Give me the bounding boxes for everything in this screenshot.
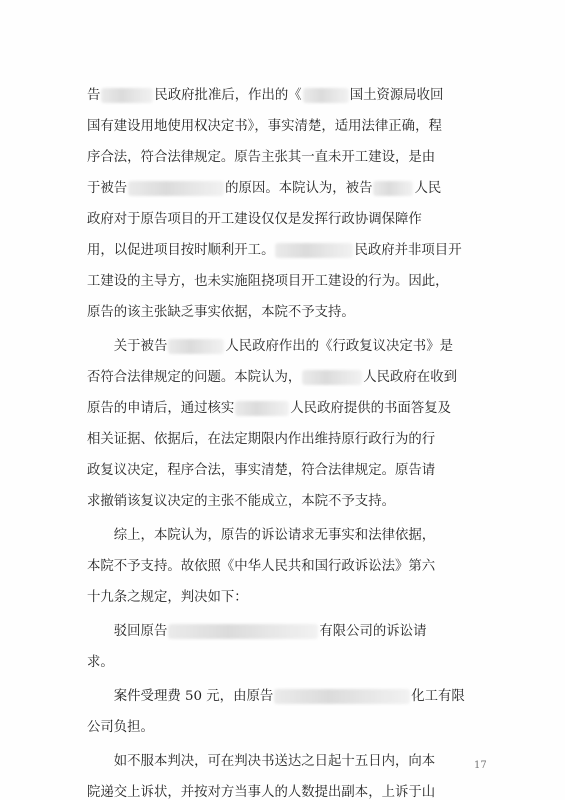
text-segment: 工建设的主导方，也未实施阻挠项目开工建设的行为。因此， xyxy=(87,274,449,289)
text-segment: 如不服本判决，可在判决书送达之日起十五日内，向本 xyxy=(87,754,436,769)
text-segment: 人民 xyxy=(414,181,442,196)
text-line xyxy=(87,270,449,294)
text-line xyxy=(87,366,457,390)
text-segment: 于被告 xyxy=(87,181,128,196)
text-line xyxy=(87,586,248,610)
text-line xyxy=(87,239,462,263)
text-segment: 有限公司的诉讼请 xyxy=(319,624,427,639)
text-segment: 用，以促进项目按时顺利开工。 xyxy=(87,243,275,258)
text-line xyxy=(87,84,443,108)
redacted-name xyxy=(128,181,224,196)
redacted-name xyxy=(302,370,362,385)
text-segment: 国土资源局收回 xyxy=(349,88,444,103)
text-line xyxy=(87,146,435,170)
text-line xyxy=(87,397,451,421)
text-line xyxy=(87,620,426,644)
redacted-name xyxy=(303,88,349,103)
text-segment: 案件受理费 50 元，由原告 xyxy=(87,689,274,704)
text-line xyxy=(87,177,441,201)
text-segment: 序合法，符合法律规定。原告主张其一直未开工建设，是由 xyxy=(87,150,436,165)
text-line xyxy=(87,335,453,359)
text-segment: 化工有限 xyxy=(411,689,465,704)
text-line xyxy=(87,301,355,325)
text-line xyxy=(87,651,114,675)
text-segment: 政复议决定，程序合法，事实清楚，符合法律规定。原告请 xyxy=(87,463,436,478)
text-segment: 公司负担。 xyxy=(87,720,154,735)
text-segment: 原告的申请后，通过核实 xyxy=(87,401,235,416)
text-line xyxy=(87,459,435,483)
text-segment: 关于被告 xyxy=(87,339,168,354)
text-segment: 人民政府作出的《行政复议决定书》是 xyxy=(225,339,453,354)
text-segment: 求。 xyxy=(87,655,114,670)
text-segment: 驳回原告 xyxy=(87,624,168,639)
text-segment: 人民政府提供的书面答复及 xyxy=(290,401,451,416)
text-line xyxy=(87,750,435,774)
redacted-name xyxy=(275,243,353,258)
text-segment: 民政府批准后，作出的《 xyxy=(154,88,302,103)
text-segment: 本院不予支持。故依照《中华人民共和国行政诉讼法》第六 xyxy=(87,559,436,574)
text-segment: 综上，本院认为，原告的诉讼请求无事实和法律依据， xyxy=(87,528,436,543)
text-segment: 否符合法律规定的问题。本院认为， xyxy=(87,370,302,385)
text-line xyxy=(87,524,435,548)
redacted-name xyxy=(101,88,153,103)
text-segment: 告 xyxy=(87,88,101,103)
text-segment: 政府对于原告项目的开工建设仅仅是发挥行政协调保障作 xyxy=(87,212,422,227)
redacted-name xyxy=(168,339,224,354)
redacted-name xyxy=(373,181,413,196)
text-line xyxy=(87,115,442,139)
text-segment: 人民政府在收到 xyxy=(363,370,457,385)
redacted-name xyxy=(235,401,289,416)
text-segment: 十九条之规定，判决如下： xyxy=(87,590,248,605)
text-segment: 相关证据、依据后，在法定期限内作出维持原行政行为的行 xyxy=(87,432,436,447)
text-segment: 的原因。本院认为，被告 xyxy=(225,181,373,196)
text-line xyxy=(87,428,435,452)
text-line xyxy=(87,555,435,579)
page-number: 17 xyxy=(474,760,487,771)
text-segment: 求撤销该复议决定的主张不能成立，本院不予支持。 xyxy=(87,494,395,509)
text-line xyxy=(87,490,395,514)
redacted-name xyxy=(168,624,318,639)
text-line xyxy=(87,781,435,805)
text-line xyxy=(87,716,154,740)
text-line xyxy=(87,208,422,232)
text-segment: 民政府并非项目开 xyxy=(354,243,462,258)
redacted-name xyxy=(274,689,410,704)
text-segment: 院递交上诉状，并按对方当事人的人数提出副本，上诉于山 xyxy=(87,785,436,800)
text-segment: 国有建设用地使用权决定书》，事实清楚，适用法律正确，程 xyxy=(87,119,442,134)
text-line xyxy=(87,685,465,709)
text-segment: 原告的该主张缺乏事实依据，本院不予支持。 xyxy=(87,305,355,320)
